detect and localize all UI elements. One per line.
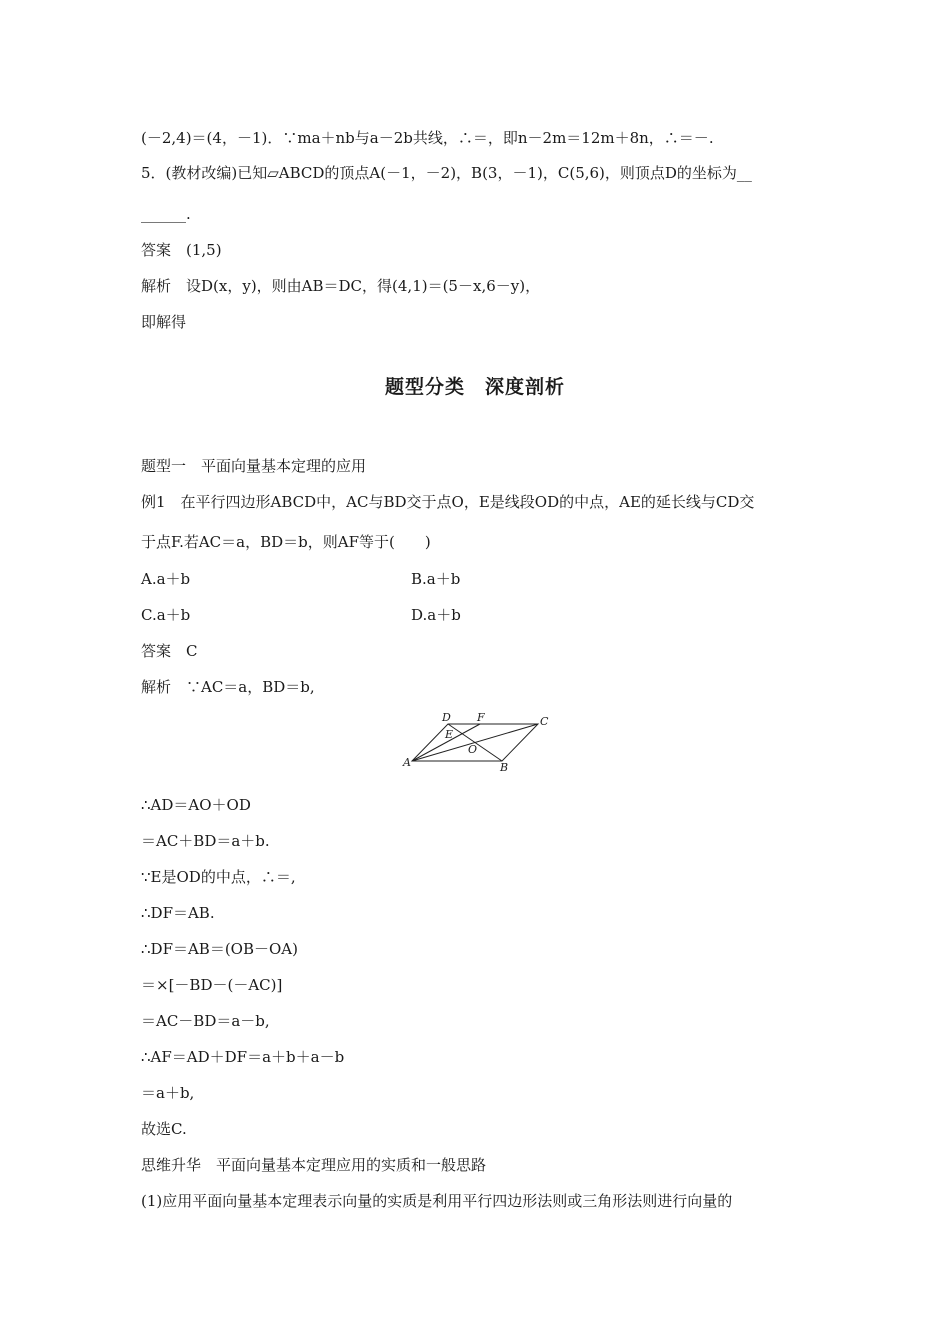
label-f: F xyxy=(477,711,485,724)
summary-text: (1)应用平面向量基本定理表示向量的实质是利用平行四边形法则或三角形法则进行向量的 xyxy=(141,1192,733,1210)
text-line: (－2,4)＝(4，－1)．∵ma＋nb与a－2b共线，∴＝，即n－2m＝12m＋8n，∴＝－. xyxy=(141,129,714,147)
text-line: ＝AC－BD＝a－b, xyxy=(141,1012,270,1030)
analysis-line: 解析 设D(x，y)，则由AB＝DC，得(4,1)＝(5－x,6－y)， xyxy=(141,277,541,295)
label-o: O xyxy=(468,743,478,756)
text-line: ∴DF＝AB. xyxy=(141,904,215,922)
section-title: 题型分类 深度剖析 xyxy=(384,376,565,398)
parallelogram-figure xyxy=(400,708,552,778)
problem-5: 5．(教材改编)已知▱ABCD的顶点A(－1，－2)，B(3，－1)，C(5,6)，则顶点D的坐标为__ xyxy=(141,164,752,182)
label-c: C xyxy=(540,715,549,728)
text-line: ＝a＋b, xyxy=(141,1084,195,1102)
text-line: ∴AF＝AD＋DF＝a＋b＋a－b xyxy=(141,1048,345,1066)
example-1-cont: 于点F.若AC＝a，BD＝b，则AF等于( ) xyxy=(141,533,431,551)
text-line: ∴DF＝AB＝(OB－OA) xyxy=(141,940,298,958)
answer-line: 答案 C xyxy=(141,642,198,660)
text-line: ＝×[－BD－(－AC)] xyxy=(141,976,283,994)
label-d: D xyxy=(442,711,451,724)
label-a: A xyxy=(403,756,411,769)
label-b: B xyxy=(500,761,509,774)
type-heading: 题型一 平面向量基本定理的应用 xyxy=(141,457,367,475)
conclusion-line: 故选C. xyxy=(141,1120,187,1138)
analysis-line: 解析 ∵AC＝a，BD＝b, xyxy=(141,678,315,696)
text-line: ∴AD＝AO＋OD xyxy=(141,796,251,814)
example-1: 例1 在平行四边形ABCD中，AC与BD交于点O，E是线段OD的中点，AE的延长线与CD交 xyxy=(141,493,755,511)
text-line: 即解得 xyxy=(141,313,187,331)
answer-line: 答案 (1,5) xyxy=(141,241,222,259)
label-e: E xyxy=(445,728,454,741)
option-a: A.a＋b xyxy=(141,570,191,588)
text-line: ∵E是OD的中点，∴＝, xyxy=(141,868,296,886)
text-line: ＝AC＋BD＝a＋b. xyxy=(141,832,270,850)
option-b: B.a＋b xyxy=(411,570,461,588)
option-d: D.a＋b xyxy=(411,606,461,624)
summary-heading: 思维升华 平面向量基本定理应用的实质和一般思路 xyxy=(141,1156,487,1174)
option-c: C.a＋b xyxy=(141,606,191,624)
answer-blank: ______. xyxy=(141,205,191,223)
